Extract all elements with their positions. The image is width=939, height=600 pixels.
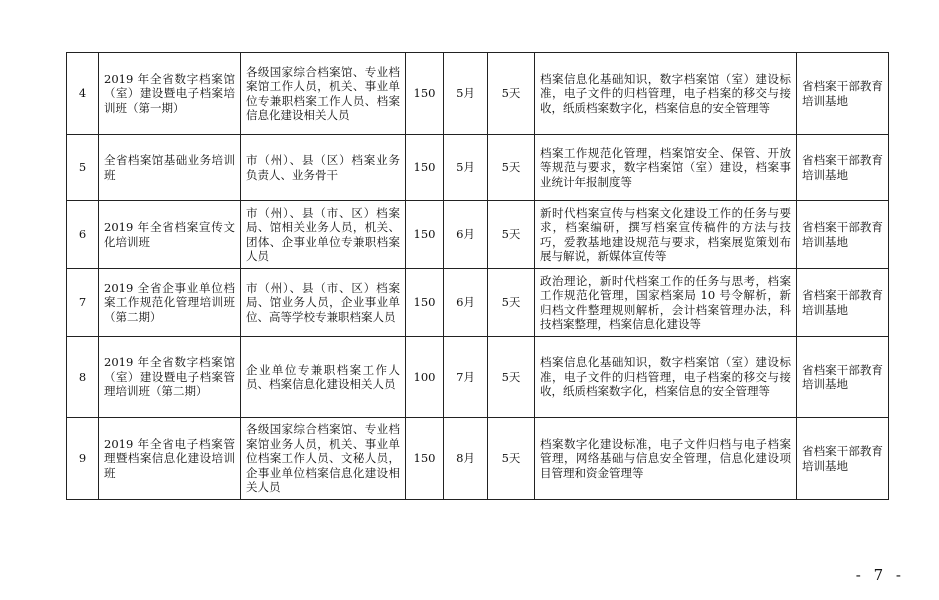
table-row [67,201,889,269]
duration-cell: 5天 [488,135,535,201]
target-audience-cell: 市（州）、县（市、区）档案局、馆业务人员，企业事业单位、高等学校专兼职档案人员 [241,269,406,337]
participant-count-cell: 150 [406,201,444,269]
page-number: - 7 - [855,566,905,584]
participant-count-cell: 150 [406,53,444,135]
duration-cell: 5天 [488,53,535,135]
participant-count-cell: 150 [406,135,444,201]
course-content-cell: 档案工作规范化管理，档案馆安全、保管、开放等规范与要求，数字档案馆（室）建设，档案事业统计年报制度等 [535,135,797,201]
duration-cell: 5天 [488,418,535,500]
organizer-cell: 省档案干部教育培训基地 [797,337,889,418]
duration-cell: 5天 [488,337,535,418]
month-cell: 6月 [444,269,488,337]
course-content-cell: 新时代档案宣传与档案文化建设工作的任务与要求，档案编研，撰写档案宣传稿件的方法与技巧，爱教基地建设规范与要求，档案展览策划布展与解说，新媒体宣传等 [535,201,797,269]
month-cell: 6月 [444,201,488,269]
target-audience-cell: 市（州）、县（市、区）档案局、馆相关业务人员，机关、团体、企事业单位专兼职档案人员 [241,201,406,269]
duration-cell: 5天 [488,201,535,269]
row-number-cell: 7 [67,269,99,337]
target-audience-cell: 市（州）、县（区）档案业务负责人、业务骨干 [241,135,406,201]
participant-count-cell: 100 [406,337,444,418]
organizer-cell: 省档案干部教育培训基地 [797,53,889,135]
course-name-cell: 2019 全省企事业单位档案工作规范化管理培训班（第二期） [99,269,241,337]
month-cell: 5月 [444,53,488,135]
row-number-cell: 8 [67,337,99,418]
table-row [67,337,889,418]
target-audience-cell: 企业单位专兼职档案工作人员、档案信息化建设相关人员 [241,337,406,418]
month-cell: 5月 [444,135,488,201]
course-name-cell: 2019 年全省电子档案管理暨档案信息化建设培训班 [99,418,241,500]
course-content-cell: 档案信息化基础知识，数字档案馆（室）建设标准，电子文件的归档管理，电子档案的移交与接收，纸质档案数字化，档案信息的安全管理等 [535,337,797,418]
organizer-cell: 省档案干部教育培训基地 [797,418,889,500]
row-number-cell: 4 [67,53,99,135]
row-number-cell: 9 [67,418,99,500]
training-plan-table [66,52,889,500]
row-number-cell: 5 [67,135,99,201]
table-row [67,135,889,201]
row-number-cell: 6 [67,201,99,269]
month-cell: 7月 [444,337,488,418]
target-audience-cell: 各级国家综合档案馆、专业档案馆业务人员，机关、事业单位档案工作人员、文秘人员，企事业单位档案信息化建设相关人员 [241,418,406,500]
course-content-cell: 政治理论，新时代档案工作的任务与思考，档案工作规范化管理，国家档案局 10 号令解析，新归档文件整理规则解析，会计档案管理办法，科技档案整理，档案信息化建设等 [535,269,797,337]
table-row [67,418,889,500]
course-name-cell: 全省档案馆基础业务培训班 [99,135,241,201]
organizer-cell: 省档案干部教育培训基地 [797,201,889,269]
table-row [67,53,889,135]
organizer-cell: 省档案干部教育培训基地 [797,269,889,337]
participant-count-cell: 150 [406,269,444,337]
duration-cell: 5天 [488,269,535,337]
month-cell: 8月 [444,418,488,500]
participant-count-cell: 150 [406,418,444,500]
target-audience-cell: 各级国家综合档案馆、专业档案馆工作人员，机关、事业单位专兼职档案工作人员、档案信息化建设相关人员 [241,53,406,135]
table-row [67,269,889,337]
organizer-cell: 省档案干部教育培训基地 [797,135,889,201]
table-body [67,53,889,500]
course-name-cell: 2019 年全省数字档案馆（室）建设暨电子档案管理培训班（第二期） [99,337,241,418]
course-name-cell: 2019 年全省数字档案馆（室）建设暨电子档案培训班（第一期） [99,53,241,135]
course-content-cell: 档案信息化基础知识，数字档案馆（室）建设标准，电子文件的归档管理，电子档案的移交与接收，纸质档案数字化，档案信息的安全管理等 [535,53,797,135]
course-content-cell: 档案数字化建设标准，电子文件归档与电子档案管理，网络基础与信息安全管理，信息化建设项目管理和资金管理等 [535,418,797,500]
course-name-cell: 2019 年全省档案宣传文化培训班 [99,201,241,269]
